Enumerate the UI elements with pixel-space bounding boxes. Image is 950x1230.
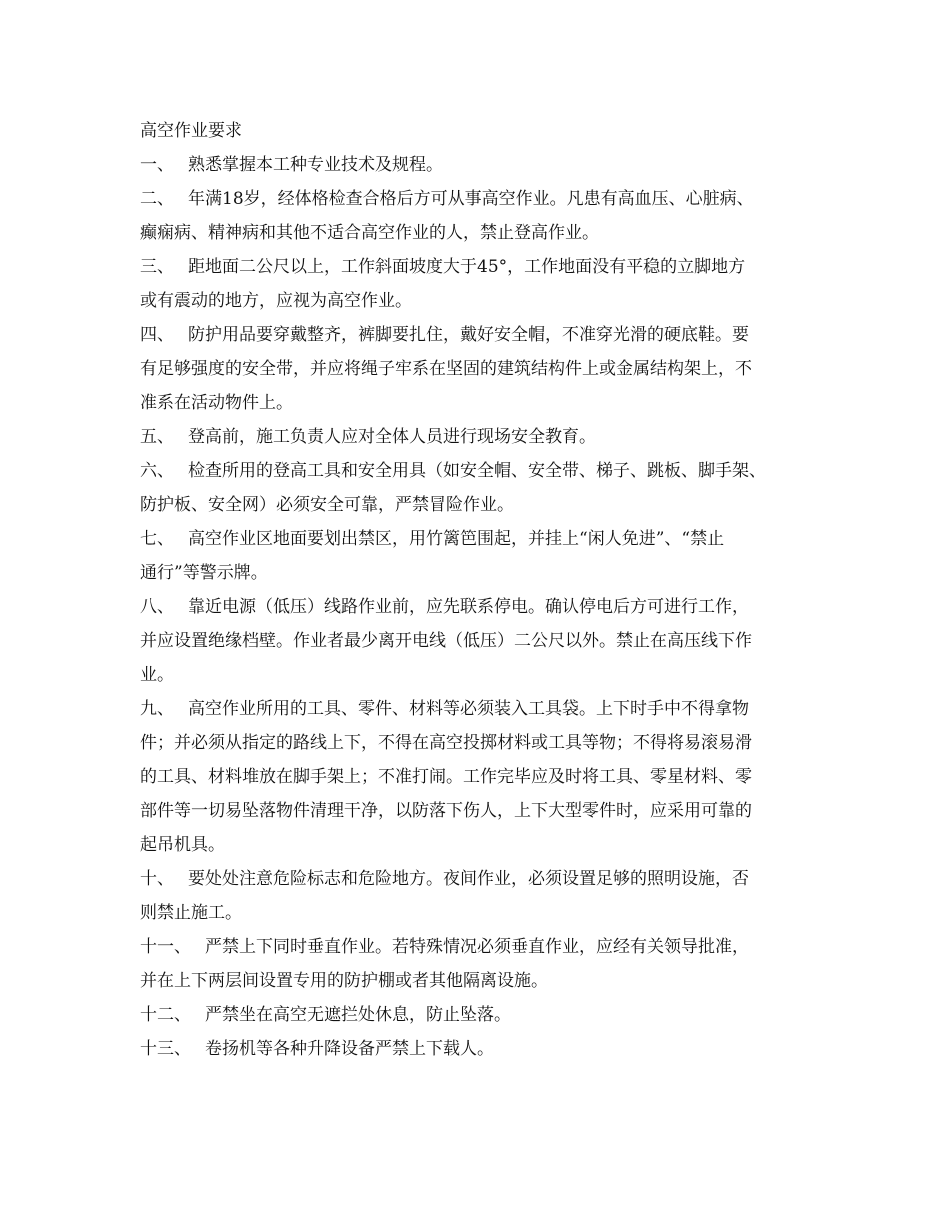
list-item bbox=[140, 930, 830, 964]
list-item bbox=[140, 998, 830, 1032]
list-item-continuation bbox=[140, 488, 830, 522]
list-item-continuation bbox=[140, 624, 830, 658]
list-item bbox=[140, 454, 830, 488]
document-title: 高空作业要求 bbox=[140, 121, 242, 141]
list-item-continuation bbox=[140, 964, 830, 998]
list-item-number: 二、 bbox=[140, 189, 174, 209]
list-item-text: 登高前，施工负责人应对全体人员进行现场安全教育。 bbox=[188, 427, 596, 447]
list-item bbox=[140, 318, 830, 352]
list-item-continuation bbox=[140, 556, 830, 590]
list-item-text: 起吊机具。 bbox=[140, 835, 225, 855]
list-item-continuation bbox=[140, 828, 830, 862]
list-item-number: 八、 bbox=[140, 597, 174, 617]
list-item-number: 十三、 bbox=[140, 1039, 191, 1059]
list-item-text: 的工具、材料堆放在脚手架上；不准打闹。工作完毕应及时将工具、零星材料、零 bbox=[140, 767, 752, 787]
list-item-continuation bbox=[140, 284, 830, 318]
list-item-text: 或有震动的地方，应视为高空作业。 bbox=[140, 291, 412, 311]
list-item-text: 业。 bbox=[140, 665, 174, 685]
list-item-continuation bbox=[140, 760, 830, 794]
list-item-text: 熟悉掌握本工种专业技术及规程。 bbox=[188, 155, 443, 175]
list-item-text: 并应设置绝缘档壁。作业者最少离开电线（低压）二公尺以外。禁止在高压线下作 bbox=[140, 631, 752, 651]
list-item bbox=[140, 148, 830, 182]
list-item-text: 严禁上下同时垂直作业。若特殊情况必须垂直作业，应经有关领导批准， bbox=[205, 937, 749, 957]
list-item-text: 有足够强度的安全带，并应将绳子牢系在坚固的建筑结构件上或金属结构架上，不 bbox=[140, 359, 752, 379]
list-item bbox=[140, 182, 830, 216]
list-item-text: 严禁坐在高空无遮拦处休息，防止坠落。 bbox=[205, 1005, 511, 1025]
list-item-text: 检查所用的登高工具和安全用具（如安全帽、安全带、梯子、跳板、脚手架、 bbox=[188, 461, 766, 481]
list-item-number: 十一、 bbox=[140, 937, 191, 957]
list-item-number: 五、 bbox=[140, 427, 174, 447]
list-item-text: 癫痫病、精神病和其他不适合高空作业的人，禁止登高作业。 bbox=[140, 223, 599, 243]
list-item bbox=[140, 420, 830, 454]
list-item-text: 高空作业区地面要划出禁区，用竹篱笆围起，并挂上“闲人免进”、“禁止 bbox=[188, 529, 725, 549]
list-item bbox=[140, 250, 830, 284]
list-item-continuation bbox=[140, 658, 830, 692]
list-item-number: 一、 bbox=[140, 155, 174, 175]
list-item-number: 十、 bbox=[140, 869, 174, 889]
list-item-number: 四、 bbox=[140, 325, 174, 345]
list-item-number: 九、 bbox=[140, 699, 174, 719]
list-item-continuation bbox=[140, 352, 830, 386]
list-item-number: 十二、 bbox=[140, 1005, 191, 1025]
list-item-text: 准系在活动物件上。 bbox=[140, 393, 293, 413]
list-item-text: 年满18岁，经体格检查合格后方可从事高空作业。凡患有高血压、心脏病、 bbox=[188, 189, 754, 209]
list-item-text: 卷扬机等各种升降设备严禁上下载人。 bbox=[205, 1039, 494, 1059]
list-item-number: 三、 bbox=[140, 257, 174, 277]
list-item-continuation bbox=[140, 726, 830, 760]
list-item-text: 高空作业所用的工具、零件、材料等必须装入工具袋。上下时手中不得拿物 bbox=[188, 699, 749, 719]
list-item-text: 靠近电源（低压）线路作业前，应先联系停电。确认停电后方可进行工作， bbox=[188, 597, 749, 617]
list-item bbox=[140, 522, 830, 556]
list-item bbox=[140, 862, 830, 896]
list-item-text: 通行”等警示牌。 bbox=[140, 563, 268, 583]
list-item-text: 防护板、安全网）必须安全可靠，严禁冒险作业。 bbox=[140, 495, 514, 515]
list-item-continuation bbox=[140, 794, 830, 828]
list-item-text: 防护用品要穿戴整齐，裤脚要扎住，戴好安全帽，不准穿光滑的硬底鞋。要 bbox=[188, 325, 749, 345]
list-item-continuation bbox=[140, 386, 830, 420]
list-item bbox=[140, 692, 830, 726]
list-item-text: 则禁止施工。 bbox=[140, 903, 242, 923]
list-item-number: 六、 bbox=[140, 461, 174, 481]
list-item-text: 并在上下两层间设置专用的防护棚或者其他隔离设施。 bbox=[140, 971, 548, 991]
list-item bbox=[140, 1032, 830, 1066]
list-item-continuation bbox=[140, 216, 830, 250]
list-item-continuation bbox=[140, 896, 830, 930]
list-item-text: 部件等一切易坠落物件清理干净，以防落下伤人，上下大型零件时，应采用可靠的 bbox=[140, 801, 752, 821]
list-item-text: 距地面二公尺以上，工作斜面坡度大于45°，工作地面没有平稳的立脚地方 bbox=[188, 257, 746, 277]
list-item-text: 件；并必须从指定的路线上下，不得在高空投掷材料或工具等物；不得将易滚易滑 bbox=[140, 733, 752, 753]
list-item-text: 要处处注意危险标志和危险地方。夜间作业，必须设置足够的照明设施，否 bbox=[188, 869, 749, 889]
list-item bbox=[140, 590, 830, 624]
list-item-number: 七、 bbox=[140, 529, 174, 549]
document-body bbox=[140, 114, 830, 1066]
